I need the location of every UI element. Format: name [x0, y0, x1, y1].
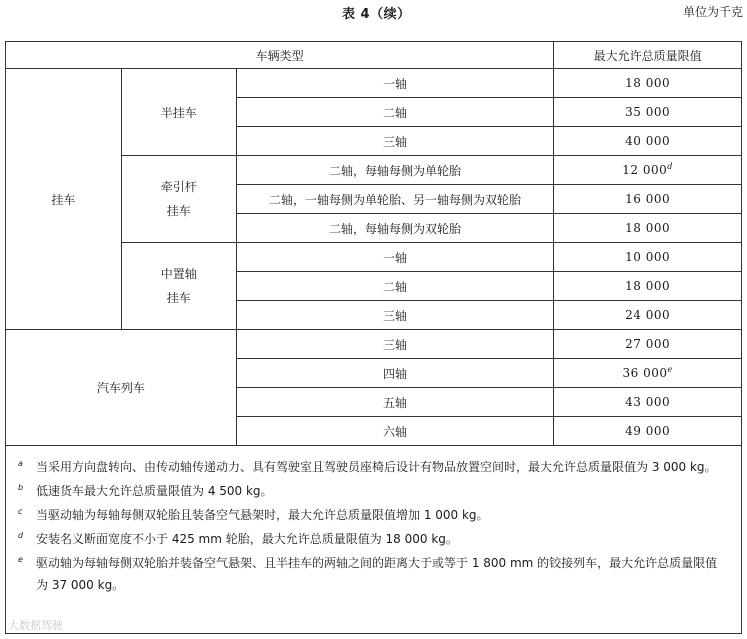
- watermark: 大数据驾驶: [8, 619, 63, 632]
- header-vehicle-type: 车辆类型: [6, 42, 554, 69]
- value-cell: 27 000: [554, 330, 742, 359]
- value-cell: 18 000: [554, 69, 742, 98]
- table-caption: 表 4（续）: [342, 7, 411, 22]
- mass-limit-table: [5, 41, 742, 446]
- value-text: 36 000: [622, 366, 668, 380]
- footnote-text: 当采用方向盘转向、由传动轴传递动力、具有驾驶室且驾驶员座椅后设计有物品放置空间时，最大允许总质量限值为 3 000 kg。: [36, 460, 717, 474]
- axle-cell: 二轴，每轴每侧为双轮胎: [236, 214, 554, 243]
- value-cell: 43 000: [554, 388, 742, 417]
- value-text: 12 000: [622, 163, 668, 177]
- footnote-mark: c: [18, 507, 23, 516]
- table-row: [6, 330, 742, 359]
- axle-cell: 六轴: [236, 417, 554, 446]
- table-row: [6, 69, 742, 98]
- value-cell: 40 000: [554, 127, 742, 156]
- footnote-text: 低速货车最大允许总质量限值为 4 500 kg。: [36, 484, 273, 498]
- axle-cell: 三轴: [236, 127, 554, 156]
- subgroup-center-axle-trailer: [121, 243, 236, 330]
- footnote: [18, 480, 729, 502]
- value-cell: 24 000: [554, 301, 742, 330]
- table-header-row: [6, 42, 742, 69]
- axle-cell: 二轴，一轴每侧为单轮胎、另一轴每侧为双轮胎: [236, 185, 554, 214]
- value-cell: 16 000: [554, 185, 742, 214]
- axle-cell: 三轴: [236, 330, 554, 359]
- value-cell: 10 000: [554, 243, 742, 272]
- unit-label: 单位为千克: [682, 5, 743, 19]
- footnote: [18, 552, 729, 596]
- subgroup-drawbar-trailer: [121, 156, 236, 243]
- footnote-text: 安装名义断面宽度不小于 425 mm 轮胎，最大允许总质量限值为 18 000 kg。: [36, 532, 458, 546]
- center-label-line1: 中置轴: [160, 267, 197, 281]
- axle-cell: 一轴: [236, 69, 554, 98]
- footnote: [18, 504, 729, 526]
- footnote-mark: e: [667, 365, 673, 374]
- footnote: [18, 456, 729, 478]
- value-cell: 18 000: [554, 272, 742, 301]
- subgroup-semi-trailer: 半挂车: [121, 69, 236, 156]
- value-cell: [554, 359, 742, 388]
- axle-cell: 五轴: [236, 388, 554, 417]
- footnote-text: 当驱动轴为每轴每侧双轮胎且装备空气悬架时，最大允许总质量限值增加 1 000 kg。: [36, 508, 489, 522]
- footnotes-box: [5, 446, 742, 634]
- value-cell: [554, 156, 742, 185]
- footnote-mark: d: [18, 531, 24, 540]
- group-combination: 汽车列车: [6, 330, 237, 446]
- footnote-text: 驱动轴为每轴每侧双轮胎并装备空气悬架、且半挂车的两轴之间的距离大于或等于 1 800 mm 的铰接列车，最大允许总质量限值为 37 000 kg。: [36, 556, 718, 592]
- group-trailer: 挂车: [6, 69, 122, 330]
- footnote: [18, 528, 729, 550]
- footnote-mark: d: [667, 162, 673, 171]
- axle-cell: 二轴: [236, 272, 554, 301]
- drawbar-label-line2: 挂车: [166, 204, 191, 218]
- axle-cell: 四轴: [236, 359, 554, 388]
- axle-cell: 一轴: [236, 243, 554, 272]
- axle-cell: 二轴，每轴每侧为单轮胎: [236, 156, 554, 185]
- axle-cell: 二轴: [236, 98, 554, 127]
- footnote-mark: b: [18, 483, 24, 492]
- value-cell: 18 000: [554, 214, 742, 243]
- value-cell: 49 000: [554, 417, 742, 446]
- value-cell: 35 000: [554, 98, 742, 127]
- footnote-mark: e: [18, 555, 23, 564]
- footnote-mark: a: [18, 459, 23, 468]
- header-max-mass: 最大允许总质量限值: [554, 42, 742, 69]
- drawbar-label-line1: 牵引杆: [160, 180, 197, 194]
- axle-cell: 三轴: [236, 301, 554, 330]
- center-label-line2: 挂车: [166, 291, 191, 305]
